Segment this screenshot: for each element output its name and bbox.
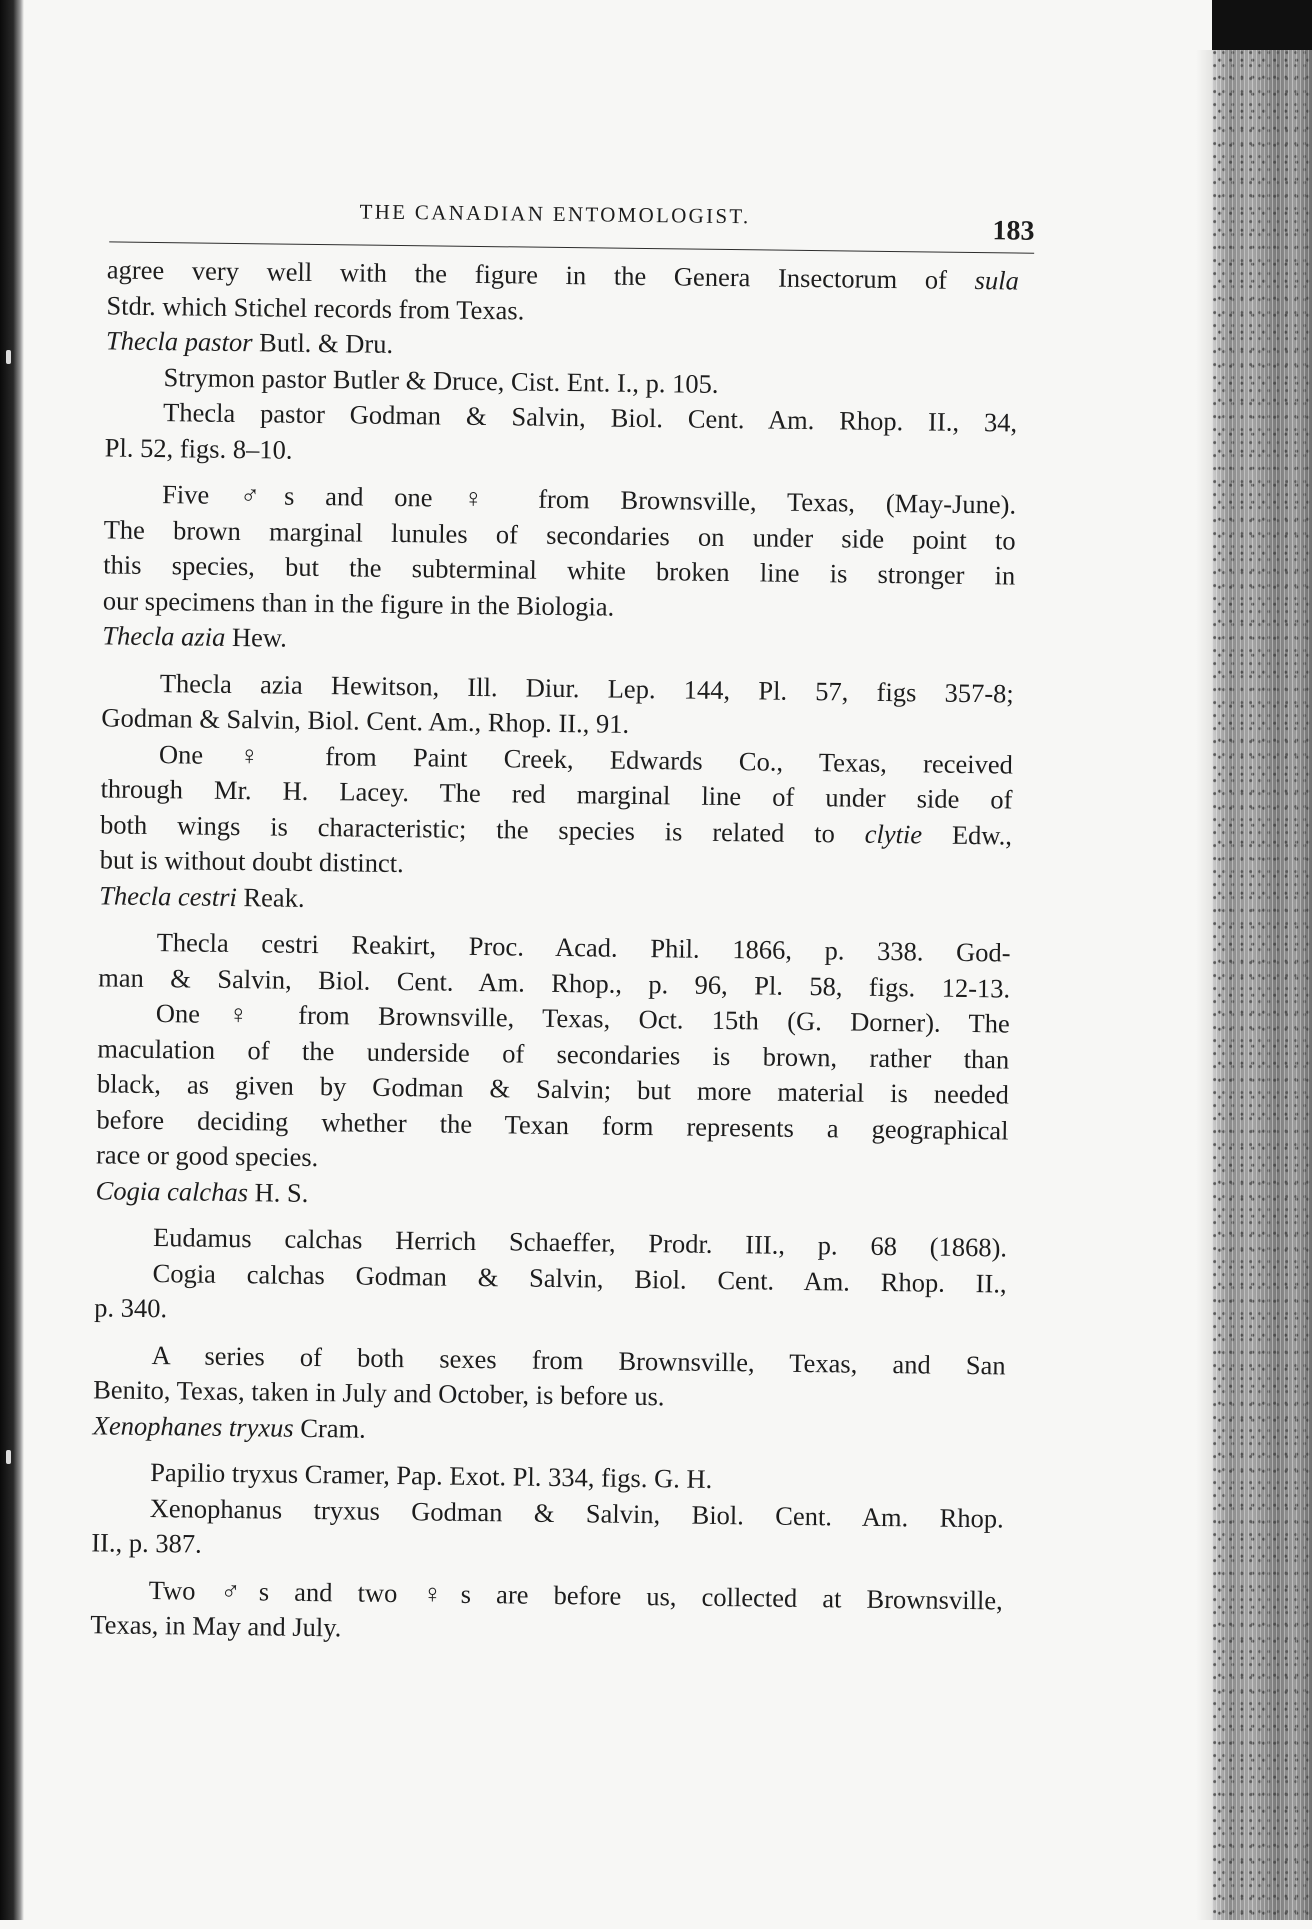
text-line: Five ♂s and one ♀ from Brownsville, Texas, (May-June). [161,479,1017,520]
text-line: maculation of the underside of secondaries is brown, rather than [97,1032,1010,1074]
text-line: Strymon pastor Butler & Druce, Cist. Ent. I., p. 105. [163,361,719,399]
text-line: Pl. 52, figs. 8–10. [104,431,293,465]
text-line: Two ♂s and two ♀s are before us, collected at Brownsville, [148,1574,1003,1615]
text-line: both wings is characteristic; the species is related to clytie Edw., [99,808,1013,851]
text-line: Godman & Salvin, Biol. Cent. Am., Rhop. II., 91. [101,702,630,739]
text-line: through Mr. H. Lacey. The red marginal line of under side of [100,773,1013,815]
header-rule [109,241,1034,253]
text-line: this species, but the subterminal white broken line is stronger in [103,549,1016,591]
text-line: race or good species. [95,1139,319,1173]
text-line: Xenophanus tryxus Godman & Salvin, Biol. Cent. Am. Rhop. [149,1492,1004,1533]
species-heading-xenophanes-tryxus: Xenophanes tryxus Cram. [92,1409,366,1444]
species-heading-cogia-calchas: Cogia calchas H. S. [95,1174,309,1208]
text-line: One ♀ from Brownsville, Texas, Oct. 15th (G. Dorner). The [155,998,1010,1039]
species-heading-thecla-pastor: Thecla pastor Butl. & Dru. [105,325,394,359]
text-line: p. 340. [94,1292,168,1324]
text-line: Cogia calchas Godman & Salvin, Biol. Cent. Am. Rhop. II., [152,1257,1007,1298]
text-line: but is without doubt distinct. [99,844,404,879]
species-heading-thecla-azia: Thecla azia Hew. [102,620,288,653]
text-line: A series of both sexes from Brownsville, Texas, and San [151,1339,1006,1380]
text-line: our specimens than in the figure in the Biologia. [102,584,615,622]
text-line: agree very well with the figure in the Genera Insectorum of sula [106,254,1020,296]
text-line: Eudamus calchas Herrich Schaeffer, Prodr. III., p. 68 (1868). [152,1222,1008,1263]
text-line: II., p. 387. [91,1527,202,1559]
running-head [109,194,1035,253]
text-line: Stdr. which Stichel records from Texas. [106,289,525,326]
text-line: Thecla cestri Reakirt, Proc. Acad. Phil. 1866, p. 338. God- [156,927,1011,968]
text-line: Texas, in May and July. [90,1609,342,1643]
text-line: Benito, Texas, taken in July and October, is before us. [93,1374,665,1412]
text-line: Thecla pastor Godman & Salvin, Biol. Cent. Am. Rhop. II., 34, [162,397,1018,438]
text-line: before deciding whether the Texan form represents a geographical [96,1103,1009,1145]
page-body [90,252,1019,1654]
text-line: The brown marginal lunules of secondaries on under side point to [103,513,1016,556]
running-title: THE CANADIAN ENTOMOLOGIST. [359,199,751,229]
text-line: One ♀ from Paint Creek, Edwards Co., Texas, received [158,738,1014,780]
text-line: Papilio tryxus Cramer, Pap. Exot. Pl. 334, figs. G. H. [150,1457,713,1494]
text-line: black, as given by Godman & Salvin; but more material is needed [96,1068,1010,1110]
page-number: 183 [992,215,1035,247]
species-heading-thecla-cestri: Thecla cestri Reak. [99,879,305,913]
text-line: Thecla azia Hewitson, Ill. Diur. Lep. 144, Pl. 57, figs 357-8; [159,667,1014,709]
text-line: man & Salvin, Biol. Cent. Am. Rhop., p. 96, Pl. 58, figs. 12-13. [98,961,1011,1003]
